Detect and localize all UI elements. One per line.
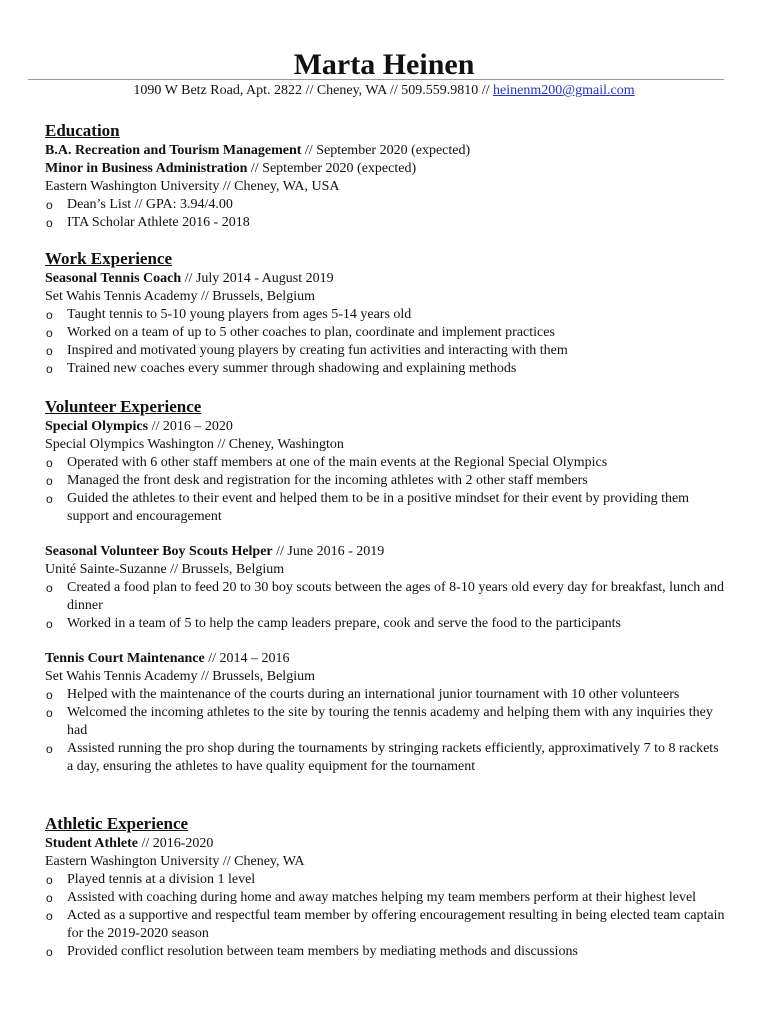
athletic-role-line [45, 835, 725, 853]
work-heading: Work Experience [45, 249, 173, 268]
volunteer-dates: // June 2016 - 2019 [272, 544, 385, 559]
bullet-marker: o [46, 945, 53, 959]
bullet-marker: o [46, 891, 53, 905]
work-dates: // July 2014 - August 2019 [181, 271, 334, 286]
volunteer-bullets [45, 454, 725, 526]
bullet-marker: o [46, 362, 53, 376]
minor-date: // September 2020 (expected) [247, 161, 417, 176]
volunteer-role-line [45, 650, 725, 668]
work-section [45, 249, 725, 378]
volunteer-role: Seasonal Volunteer Boy Scouts Helper [45, 544, 273, 559]
bullet-marker: o [46, 474, 53, 488]
candidate-name: Marta Heinen [293, 48, 475, 81]
bullet-marker: o [46, 456, 53, 470]
education-bullets [45, 196, 725, 232]
minor-title: Minor in Business Administration [45, 161, 248, 176]
bullet-text: Guided the athletes to their event and helped them to be in a positive mindset for their event by providing them support and encouragement [67, 491, 690, 524]
entry-spacer [45, 526, 725, 543]
list-item [45, 342, 725, 360]
volunteer-dates: // 2016 – 2020 [148, 419, 233, 434]
header-divider [28, 79, 724, 80]
bullet-text: Taught tennis to 5-10 young players from ages 5-14 years old [67, 307, 412, 322]
bullet-text: Assisted with coaching during home and away matches helping my team members perform at their highest level [67, 890, 697, 905]
list-item [45, 704, 725, 740]
bullet-text: Trained new coaches every summer through shadowing and explaining methods [67, 361, 517, 376]
list-item [45, 889, 725, 907]
list-item [45, 907, 725, 943]
email-link[interactable]: heinenm200@gmail.com [493, 83, 635, 98]
volunteer-entry-special-olympics [45, 418, 725, 526]
volunteer-role: Tennis Court Maintenance [45, 651, 205, 666]
education-section [45, 121, 725, 232]
bullet-marker: o [46, 909, 53, 923]
bullet-text: Operated with 6 other staff members at one of the main events at the Regional Special Olympics [67, 455, 608, 470]
volunteer-section [45, 397, 725, 776]
minor-line [45, 160, 725, 178]
bullet-text: Helped with the maintenance of the courts during an international junior tournament with 10 other volunteers [67, 687, 680, 702]
volunteer-role-line [45, 418, 725, 436]
list-item [45, 943, 725, 961]
list-item [45, 196, 725, 214]
list-item [45, 686, 725, 704]
bullet-text: Worked on a team of up to 5 other coaches to plan, coordinate and implement practices [67, 325, 555, 340]
list-item [45, 306, 725, 324]
list-item [45, 871, 725, 889]
volunteer-bullets [45, 686, 725, 776]
athletic-org: Eastern Washington University // Cheney, WA [45, 854, 305, 869]
bullet-text: Provided conflict resolution between team members by mediating methods and discussions [67, 944, 578, 959]
list-item [45, 324, 725, 342]
bullet-marker: o [46, 581, 53, 595]
volunteer-role-line [45, 543, 725, 561]
bullet-marker: o [46, 688, 53, 702]
bullet-marker: o [46, 344, 53, 358]
bullet-marker: o [46, 873, 53, 887]
work-role: Seasonal Tennis Coach [45, 271, 182, 286]
volunteer-bullets [45, 579, 725, 633]
degree-title: B.A. Recreation and Tourism Management [45, 143, 302, 158]
athletic-dates: // 2016-2020 [137, 836, 214, 851]
degree-date: // September 2020 (expected) [301, 143, 471, 158]
bullet-text: Acted as a supportive and respectful team member by offering encouragement resulting in being elected team captain for the 2019-2020 season [67, 908, 725, 941]
bullet-text: Dean’s List // GPA: 3.94/4.00 [67, 197, 233, 212]
volunteer-dates: // 2014 – 2016 [204, 651, 290, 666]
list-item [45, 472, 725, 490]
bullet-text: Welcomed the incoming athletes to the site by touring the tennis academy and helping them with any inquiries they had [67, 705, 713, 738]
bullet-marker: o [46, 706, 53, 720]
volunteer-org: Unité Sainte-Suzanne // Brussels, Belgium [45, 562, 285, 577]
list-item [45, 490, 725, 526]
contact-details: 1090 W Betz Road, Apt. 2822 // Cheney, WA // 509.559.9810 // [133, 83, 493, 98]
work-bullets [45, 306, 725, 378]
list-item [45, 579, 725, 615]
bullet-marker: o [46, 492, 53, 506]
athletic-section [45, 814, 725, 961]
entry-spacer [45, 633, 725, 650]
bullet-text: Assisted running the pro shop during the tournaments by stringing rackets efficiently, approximatively 7 to 8 rackets a day, ensuring the athletes to have quality equipment for the tournament [67, 741, 719, 774]
list-item [45, 360, 725, 378]
volunteer-entry-boy-scouts [45, 543, 725, 633]
bullet-marker: o [46, 617, 53, 631]
volunteer-role: Special Olympics [45, 419, 149, 434]
athletic-heading: Athletic Experience [45, 814, 189, 833]
bullet-text: ITA Scholar Athlete 2016 - 2018 [67, 215, 250, 230]
bullet-text: Played tennis at a division 1 level [67, 872, 256, 887]
list-item [45, 615, 725, 633]
athletic-bullets [45, 871, 725, 961]
list-item [45, 214, 725, 232]
bullet-text: Inspired and motivated young players by creating fun activities and interacting with them [67, 343, 568, 358]
bullet-marker: o [46, 742, 53, 756]
volunteer-org: Set Wahis Tennis Academy // Brussels, Belgium [45, 669, 315, 684]
bullet-text: Worked in a team of 5 to help the camp leaders prepare, cook and serve the food to the participants [67, 616, 621, 631]
degree-line [45, 142, 725, 160]
school-line: Eastern Washington University // Cheney, WA, USA [45, 179, 340, 194]
bullet-marker: o [46, 198, 53, 212]
education-heading: Education [45, 121, 120, 140]
volunteer-heading: Volunteer Experience [45, 397, 202, 416]
bullet-text: Managed the front desk and registration for the incoming athletes with 2 other staff members [67, 473, 588, 488]
work-org: Set Wahis Tennis Academy // Brussels, Belgium [45, 289, 315, 304]
bullet-marker: o [46, 326, 53, 340]
list-item [45, 454, 725, 472]
bullet-marker: o [46, 216, 53, 230]
volunteer-entry-court-maintenance [45, 650, 725, 776]
bullet-marker: o [46, 308, 53, 322]
athletic-role: Student Athlete [45, 836, 138, 851]
volunteer-org: Special Olympics Washington // Cheney, Washington [45, 437, 344, 452]
bullet-text: Created a food plan to feed 20 to 30 boy scouts between the ages of 8-10 years old every day for breakfast, lunch and dinner [67, 580, 725, 613]
contact-line [0, 82, 768, 100]
list-item [45, 740, 725, 776]
work-role-line [45, 270, 725, 288]
